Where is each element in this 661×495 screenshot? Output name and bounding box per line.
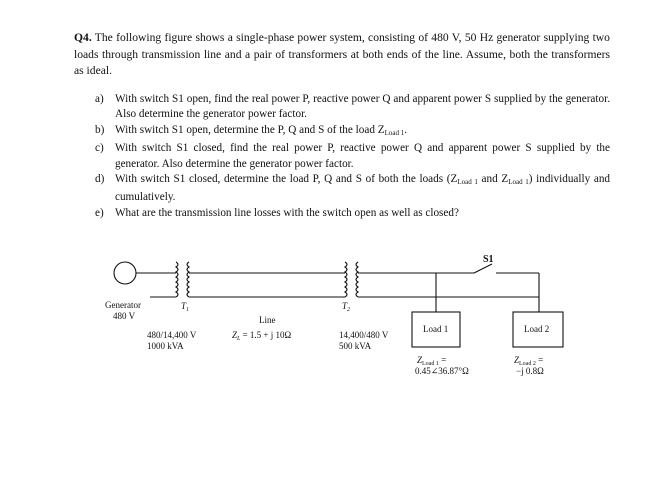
part-text: With switch S1 closed, determine the load P, Q and S of both the loads ($Z_{Load 1}$ and $Z_{Load 1}$) individually and cumulatively. xyxy=(115,173,611,204)
line-impedance: $Z_L = 1.5 + j$ 10Ω xyxy=(232,330,292,342)
part-label: c) xyxy=(95,142,104,155)
t2-label: $T_2$ xyxy=(342,301,351,313)
part-text: With switch S1 open, determine the P, Q and S of the load $Z_{Load 1}$. xyxy=(115,123,407,137)
line-label: Line xyxy=(259,315,276,325)
part-label: a) xyxy=(95,93,104,105)
load-1-impedance-value: 0.45∠36.87°Ω xyxy=(415,366,469,376)
part-label: b) xyxy=(95,123,105,136)
switch-label: S1 xyxy=(483,254,494,265)
t2-primary-coil xyxy=(345,262,347,297)
load-1-impedance-label: $Z_{Load 1}$ = xyxy=(417,355,447,367)
part-label: e) xyxy=(95,206,104,219)
load-2-impedance-value: −j 0.8Ω xyxy=(516,366,544,376)
t1-primary-coil xyxy=(176,262,178,297)
load-2-label: Load 2 xyxy=(524,324,550,334)
generator-symbol xyxy=(114,262,136,284)
t2-secondary-coil xyxy=(356,262,358,297)
part-text: With switch S1 open, find the real power P, reactive power Q and apparent power S supplied by the generator. Also determine the generator power factor. xyxy=(115,93,610,121)
load-2-impedance-label: $Z_{Load 2}$ = xyxy=(514,355,544,367)
t1-secondary-coil xyxy=(187,262,189,297)
part-text: What are the transmission line losses with the switch open as well as closed? xyxy=(115,206,459,219)
t1-power: 1000 kVA xyxy=(147,341,184,351)
load-1-label: Load 1 xyxy=(423,324,449,334)
part-label: d) xyxy=(95,173,105,186)
t1-label: $T_1$ xyxy=(181,301,190,313)
t2-rating: 14,400/480 V xyxy=(339,330,389,340)
part-text: With switch S1 closed, find the real power P, reactive power Q and apparent power S supplied by the generator. Also determine the generator power factor. xyxy=(115,142,610,170)
switch-s1 xyxy=(474,264,492,273)
question-number: Q4. xyxy=(74,31,92,44)
generator-label: Generator xyxy=(105,300,141,310)
question-text: The following figure shows a single-phase power system, consisting of 480 V, 50 Hz generator supplying two loads through transmission line and a pair of transformers at both ends of the line. Assume, both the transformers as ideal. xyxy=(74,31,610,77)
t2-power: 500 kVA xyxy=(339,341,372,351)
generator-voltage: 480 V xyxy=(113,311,136,321)
t1-rating: 480/14,400 V xyxy=(147,330,197,340)
